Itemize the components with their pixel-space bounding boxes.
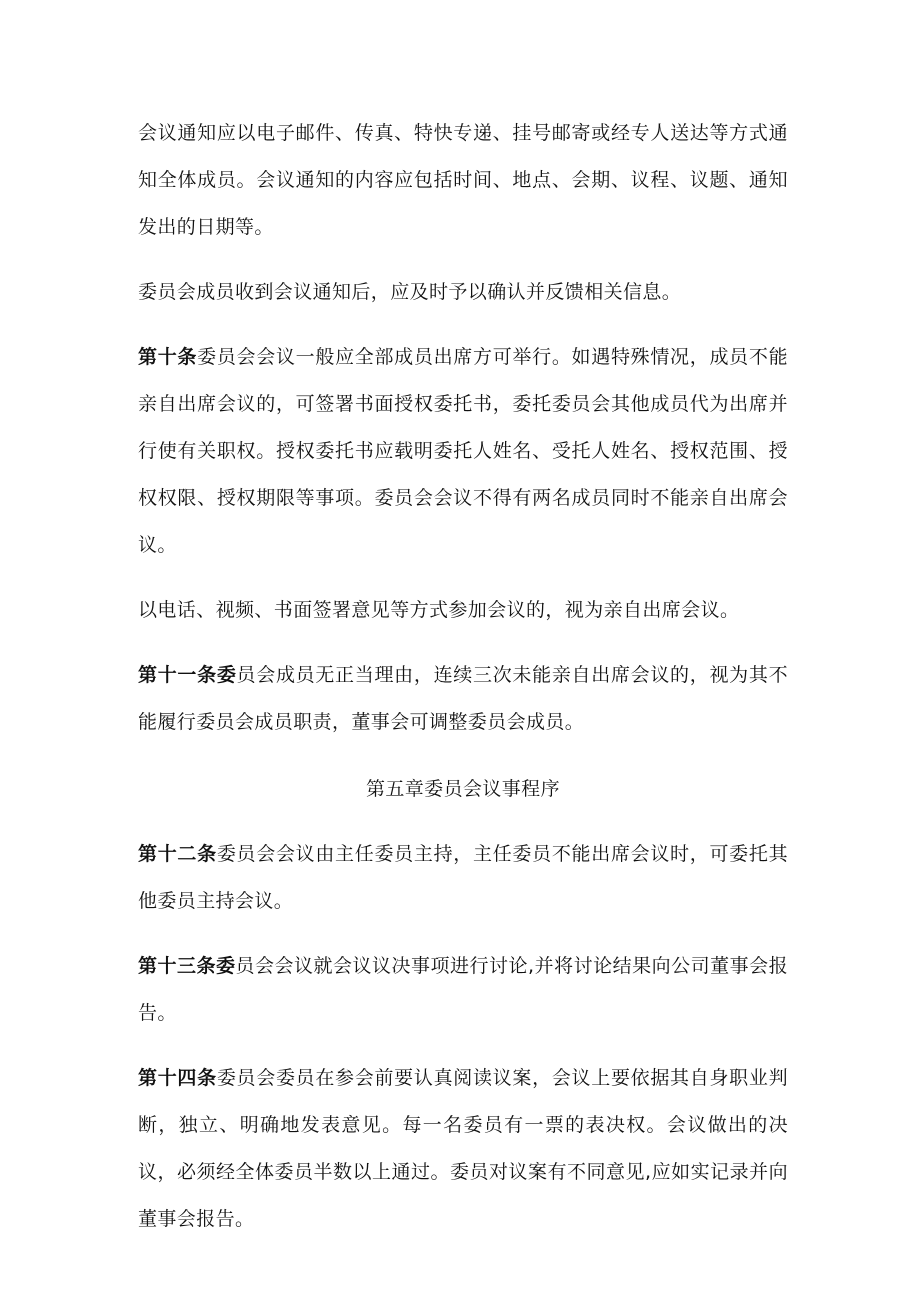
article-text: 委员会委员在参会前要认真阅读议案，会议上要依据其自身职业判断，独立、明确地发表意见。每一名委员有一票的表决权。会议做出的决议，必须经全体委员半数以上通过。委员对议案有不同意见,应如实记录并向董事会报告。 [138, 1067, 788, 1230]
paragraph-remote-attendance [138, 587, 788, 634]
article-number: 第十一条委 [138, 664, 237, 686]
article-text: 员会会议就会议议决事项进行讨论,并将讨论结果向公司董事会报告。 [138, 955, 788, 1024]
article-number: 第十条 [138, 346, 198, 368]
paragraph-text: 会议通知应以电子邮件、传真、特快专递、挂号邮寄或经专人送达等方式通知全体成员。会议通知的内容应包括时间、地点、会期、议程、议题、通知发出的日期等。 [138, 122, 788, 238]
article-text: 委员会会议由主任委员主持，主任委员不能出席会议时，可委托其他委员主持会议。 [138, 843, 788, 912]
article-10 [138, 334, 788, 569]
article-number: 第十四条 [138, 1067, 217, 1089]
article-13 [138, 943, 788, 1037]
chapter-title: 第五章委员会议事程序 [365, 778, 560, 800]
document-page [138, 110, 788, 1243]
paragraph-confirm-notice [138, 269, 788, 316]
paragraph-text: 委员会成员收到会议通知后，应及时予以确认并反馈相关信息。 [138, 281, 682, 303]
paragraph-meeting-notice [138, 110, 788, 251]
chapter-heading [138, 766, 788, 813]
article-number: 第十二条 [138, 843, 217, 865]
article-number: 第十三条委 [138, 955, 236, 977]
article-11 [138, 652, 788, 746]
article-14 [138, 1055, 788, 1243]
paragraph-text: 以电话、视频、书面签署意见等方式参加会议的，视为亲自出席会议。 [138, 599, 740, 621]
article-12 [138, 831, 788, 925]
article-text: 员会成员无正当理由，连续三次未能亲自出席会议的，视为其不能履行委员会成员职责，董事会可调整委员会成员。 [138, 664, 788, 733]
article-text: 委员会会议一般应全部成员出席方可举行。如遇特殊情况，成员不能亲自出席会议的，可签署书面授权委托书，委托委员会其他成员代为出席并行使有关职权。授权委托书应载明委托人姓名、受托人姓名、授权范围、授权权限、授权期限等事项。委员会会议不得有两名成员同时不能亲自出席会议。 [138, 346, 788, 556]
